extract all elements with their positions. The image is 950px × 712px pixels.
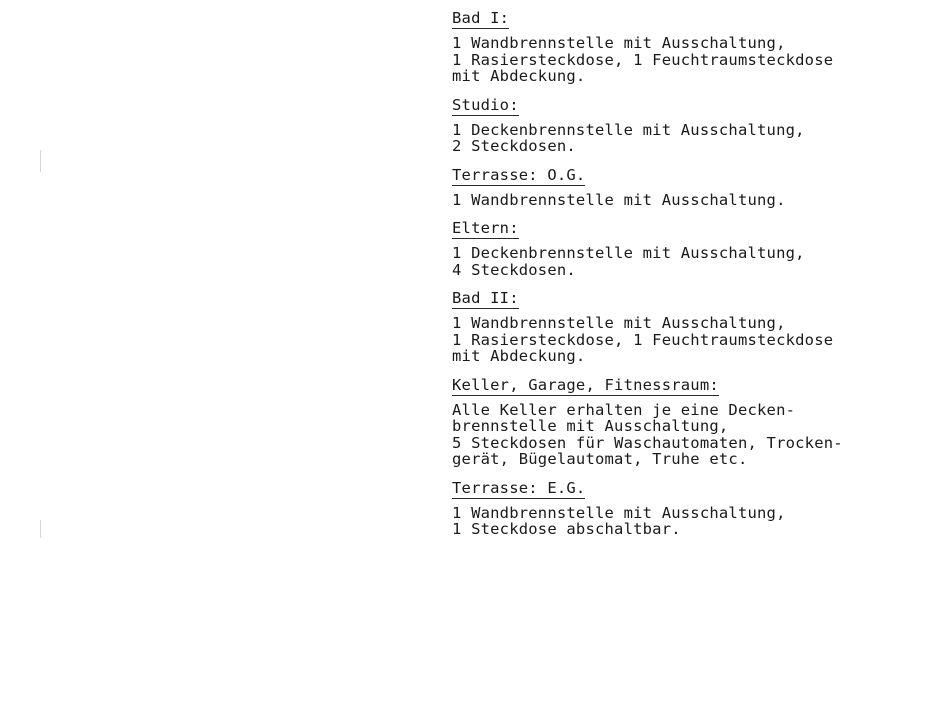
section-line: 4 Steckdosen. — [452, 260, 576, 279]
section-bad-2 — [452, 288, 942, 365]
section-eltern — [452, 218, 942, 278]
scan-mark — [40, 520, 41, 538]
section-bad-1 — [452, 8, 942, 85]
section-line: mit Abdeckung. — [452, 67, 586, 85]
section-line: 1 Rasiersteckdose, 1 Feuchtraumsteckdose — [452, 50, 834, 69]
section-line: mit Abdeckung. — [452, 347, 586, 365]
section-line: 2 Steckdosen. — [452, 137, 576, 155]
section-line: 5 Steckdosen für Waschautomaten, Trocken- — [452, 433, 843, 452]
section-line: 1 Wandbrennstelle mit Ausschaltung. — [452, 190, 786, 209]
section-terrasse-eg — [452, 478, 942, 538]
section-line: 1 Deckenbrennstelle mit Ausschaltung, — [452, 244, 805, 262]
section-line: 1 Deckenbrennstelle mit Ausschaltung, — [452, 120, 805, 139]
section-heading: Bad I: — [452, 9, 510, 27]
section-line: 1 Wandbrennstelle mit Ausschaltung, — [452, 34, 786, 52]
section-line: gerät, Bügelautomat, Truhe etc. — [452, 450, 748, 468]
section-line: 1 Rasiersteckdose, 1 Feuchtraumsteckdose — [452, 330, 834, 349]
document-body — [452, 8, 942, 548]
section-heading: Keller, Garage, Fitnessraum: — [452, 375, 719, 394]
scan-mark — [40, 150, 41, 172]
section-line: 1 Wandbrennstelle mit Ausschaltung, — [452, 314, 786, 332]
section-line: 1 Wandbrennstelle mit Ausschaltung, — [452, 503, 786, 522]
section-keller — [452, 375, 942, 468]
section-heading: Bad II: — [452, 289, 519, 307]
section-heading: Eltern: — [452, 219, 519, 237]
section-heading: Terrasse: E.G. — [452, 478, 586, 497]
section-studio — [452, 95, 942, 155]
section-terrasse-og — [452, 165, 942, 209]
section-line: Alle Keller erhalten je eine Decken- — [452, 400, 796, 419]
section-heading: Studio: — [452, 95, 519, 114]
section-line: 1 Steckdose abschaltbar. — [452, 520, 681, 538]
section-heading: Terrasse: O.G. — [452, 165, 586, 184]
section-line: brennstelle mit Ausschaltung, — [452, 417, 729, 435]
